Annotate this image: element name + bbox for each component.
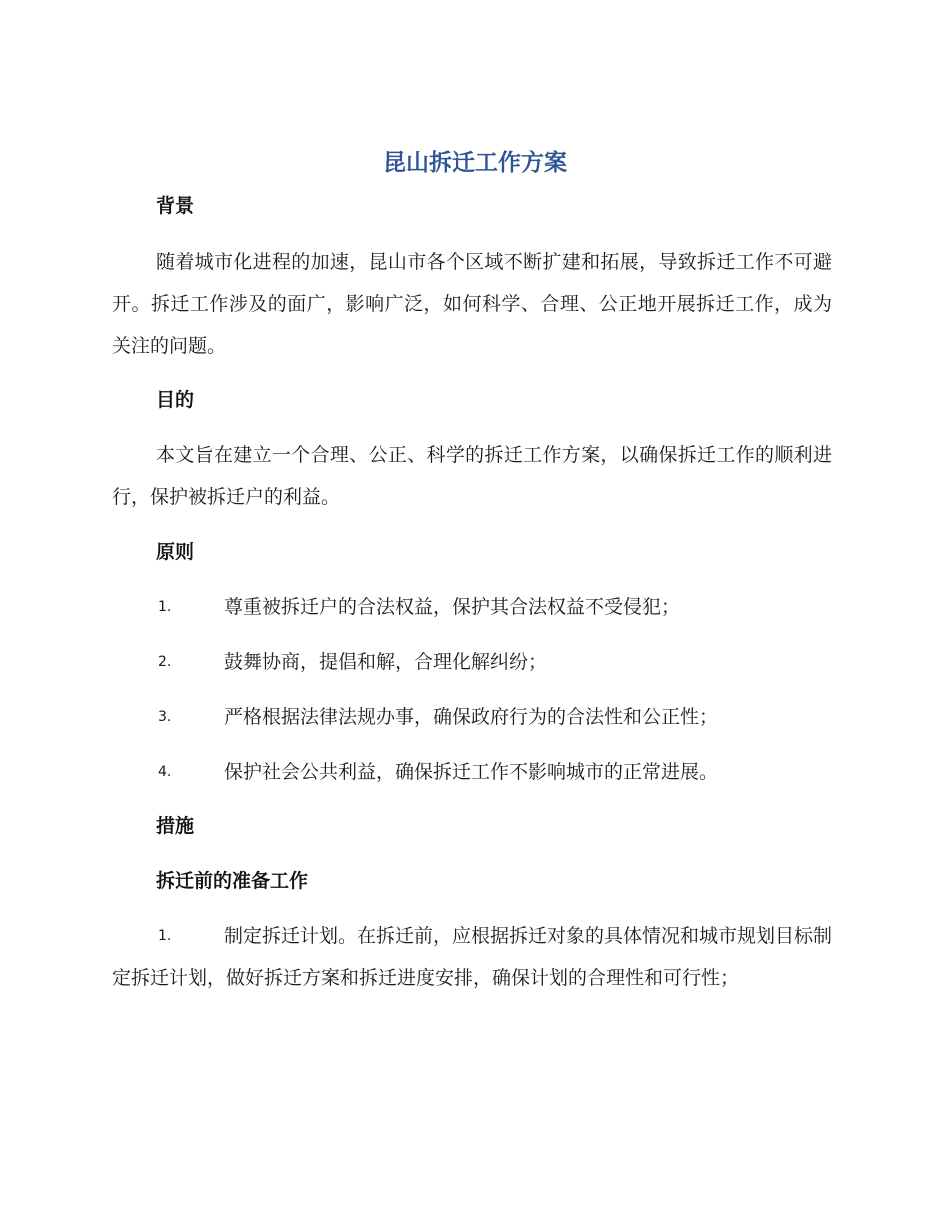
list-number: 4.	[158, 764, 172, 780]
list-item-text: 制定拆迁计划。在拆迁前，应根据拆迁对象的具体情况和城市规划目标制定拆迁计划，做好拆迁方案和拆迁进度安排，确保计划的合理性和可行性；	[112, 925, 833, 989]
document-title: 昆山拆迁工作方案	[383, 150, 567, 176]
list-number: 1.	[158, 928, 172, 944]
principle-item-2	[112, 641, 832, 683]
background-paragraph: 随着城市化进程的加速，昆山市各个区域不断扩建和拓展，导致拆迁工作不可避开。拆迁工作涉及的面广，影响广泛，如何科学、合理、公正地开展拆迁工作，成为关注的问题。	[112, 251, 832, 357]
list-number: 1.	[158, 599, 172, 615]
list-item-text: 保护社会公共利益，确保拆迁工作不影响城市的正常进展。	[224, 761, 719, 783]
section-heading-purpose: 目的	[156, 389, 195, 411]
principle-item-3	[112, 696, 832, 738]
principle-item-4	[112, 751, 832, 793]
section-heading-background: 背景	[156, 195, 195, 217]
list-item-text: 尊重被拆迁户的合法权益，保护其合法权益不受侵犯；	[224, 596, 681, 618]
measure-item-1	[112, 915, 832, 999]
subsection-heading-preparation: 拆迁前的准备工作	[156, 870, 309, 892]
list-item-text: 严格根据法律法规办事，确保政府行为的合法性和公正性；	[224, 706, 719, 728]
list-number: 3.	[158, 709, 172, 725]
list-number: 2.	[158, 654, 172, 670]
purpose-paragraph: 本文旨在建立一个合理、公正、科学的拆迁工作方案，以确保拆迁工作的顺利进行，保护被拆迁户的利益。	[112, 444, 832, 508]
list-item-text: 鼓舞协商，提倡和解，合理化解纠纷；	[224, 651, 548, 673]
section-heading-measures: 措施	[156, 815, 195, 837]
principle-item-1	[112, 586, 832, 628]
section-heading-principles: 原则	[156, 541, 195, 563]
